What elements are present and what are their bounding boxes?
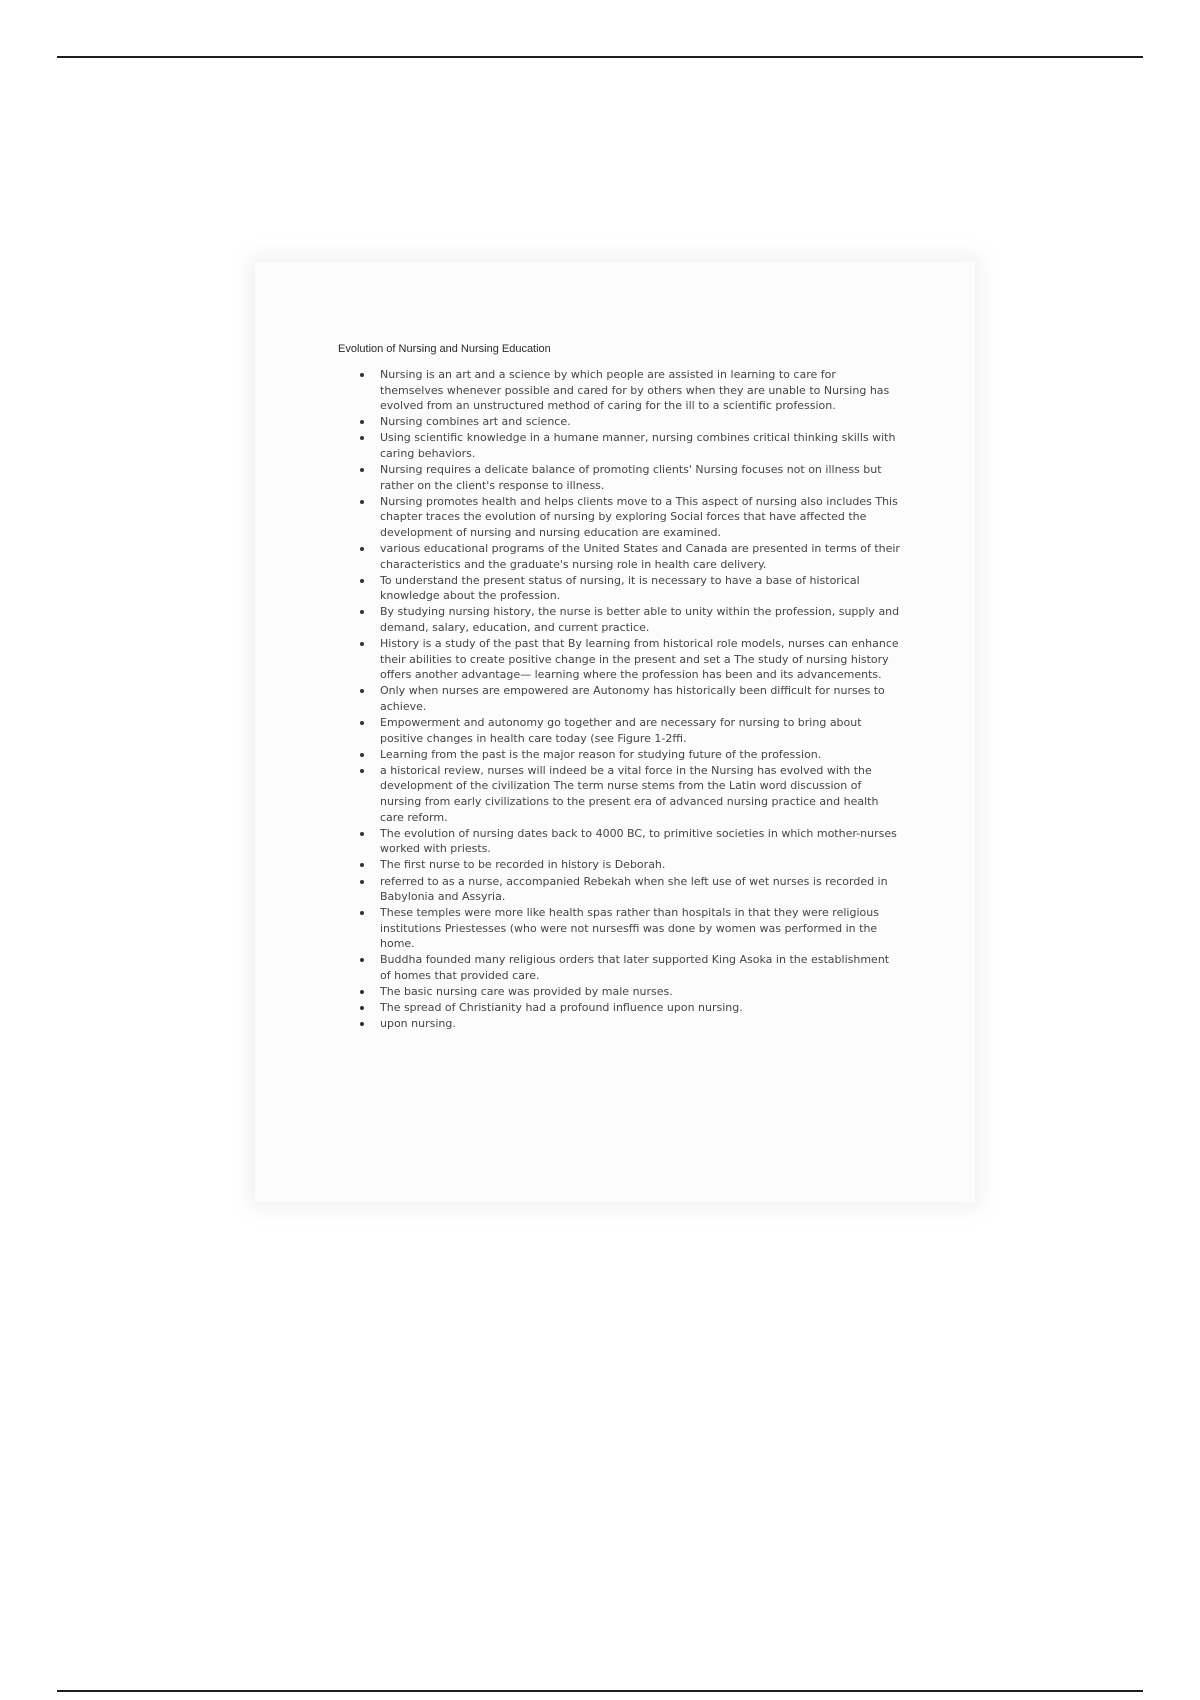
bullet-item: By studying nursing history, the nurse is better able to unity within the profession, supply and demand, salary, education, and current practice. <box>380 605 900 634</box>
bullet-item: upon nursing. <box>380 1016 900 1032</box>
bullet-item: These temples were more like health spas rather than hospitals in that they were religious institutions Priestesses (who were not nursesffi was done by women was performed in the home. <box>380 905 900 952</box>
bullet-item: Nursing promotes health and helps clients move to a This aspect of nursing also includes This chapter traces the evolution of nursing by exploring Social forces that have affected the development of nursing and nursing education are examined. <box>380 494 900 541</box>
top-rule <box>57 56 1143 58</box>
bullet-item: To understand the present status of nursing, it is necessary to have a base of historical knowledge about the profession. <box>380 573 900 604</box>
bullet-item: Nursing combines art and science. <box>380 414 900 430</box>
bullet-item: Buddha founded many religious orders that later supported King Asoka in the establishment of homes that provided care. <box>380 952 900 983</box>
bullet-item: Using scientific knowledge in a humane manner, nursing combines critical thinking skills with caring behaviors. <box>380 430 900 461</box>
bullet-item: The evolution of nursing dates back to 4000 BC, to primitive societies in which mother-nurses worked with priests. <box>380 826 900 857</box>
bullet-item: History is a study of the past that By learning from historical role models, nurses can enhance their abilities to create positive change in the present and set a The study of nursing history offers another advantage— learning where the profession has been and its advancements. <box>380 637 899 682</box>
bullet-item: referred to as a nurse, accompanied Rebekah when she left use of wet nurses is recorded in Babylonia and Assyria. <box>380 874 900 905</box>
bullet-item: The spread of Christianity had a profound influence upon nursing. <box>380 1000 900 1016</box>
bullet-item: various educational programs of the United States and Canada are presented in terms of their characteristics and the graduate's nursing role in health care delivery. <box>380 542 900 571</box>
bullet-item: Nursing requires a delicate balance of promoting clients' Nursing focuses not on illness but rather on the client's response to illness. <box>380 462 900 493</box>
bottom-rule <box>57 1690 1143 1692</box>
bullet-item: Nursing is an art and a science by which people are assisted in learning to care for themselves whenever possible and cared for by others when they are unable to Nursing has evolved from an unstructured method of caring for the ill to a scientific profession. <box>380 367 900 414</box>
bullet-list <box>380 367 900 1032</box>
bullet-item: The first nurse to be recorded in history is Deborah. <box>380 857 900 873</box>
bullet-item: Only when nurses are empowered are Autonomy has historically been difficult for nurses to achieve. <box>380 683 900 714</box>
bullet-item: Learning from the past is the major reason for studying future of the profession. <box>380 747 900 763</box>
bullet-item: The basic nursing care was provided by male nurses. <box>380 984 900 1000</box>
bullet-item: Empowerment and autonomy go together and are necessary for nursing to bring about positive changes in health care today (see Figure 1-2ffi. <box>380 715 900 746</box>
bullet-item: a historical review, nurses will indeed be a vital force in the Nursing has evolved with the development of the civilization The term nurse stems from the Latin word discussion of nursing from early civilizations to the present era of advanced nursing practice and health care reform. <box>380 763 900 825</box>
document-title: Evolution of Nursing and Nursing Education <box>338 343 551 355</box>
